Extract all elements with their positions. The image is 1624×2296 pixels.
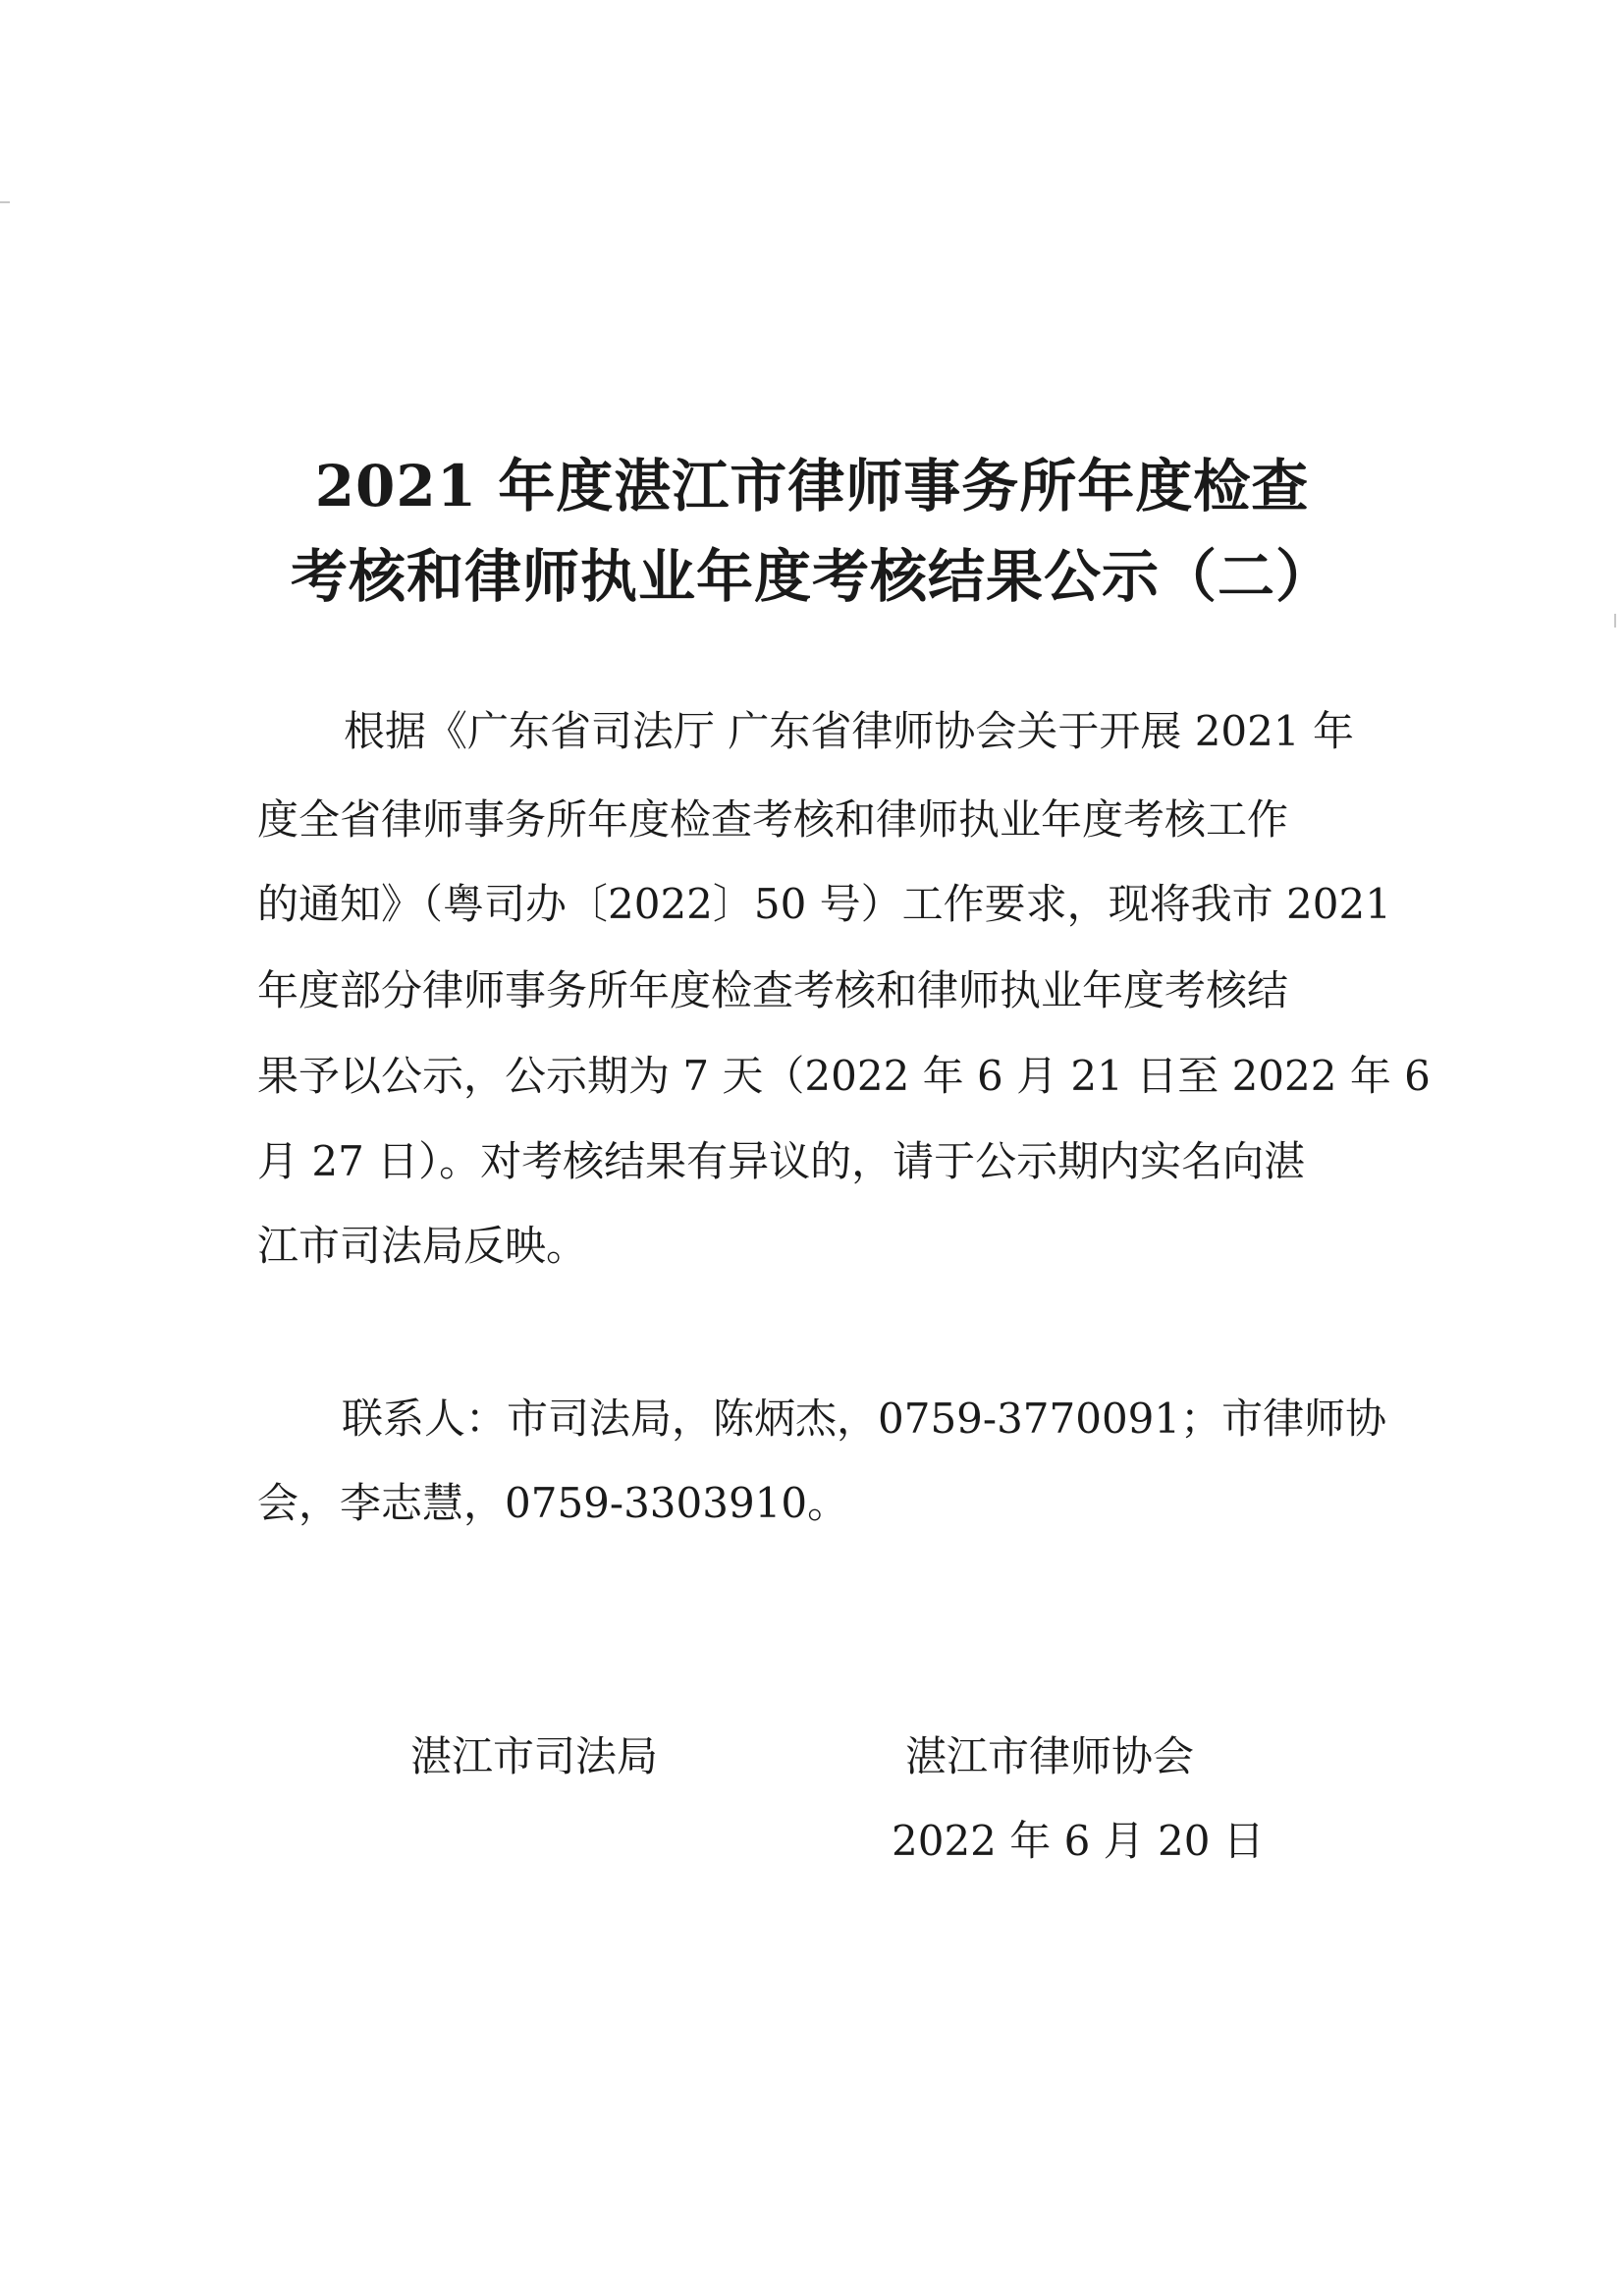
paragraph-line: 果予以公示，公示期为 7 天（2022 年 6 月 21 日至 2022 年 6: [257, 1052, 1431, 1100]
paragraph-line: 度全省律师事务所年度检查考核和律师执业年度考核工作: [257, 795, 1289, 844]
signature-date: 2022 年 6 月 20 日: [892, 1817, 1265, 1865]
paragraph-line: 月 27 日）。对考核结果有异议的，请于公示期内实名向湛: [257, 1137, 1306, 1185]
document-title-line-2: 考核和律师执业年度考核结果公示（二）: [290, 543, 1333, 610]
signature-org-justice-bureau: 湛江市司法局: [410, 1732, 659, 1780]
signature-org-lawyers-association: 湛江市律师协会: [905, 1732, 1195, 1780]
contact-line: 会，李志慧，0759-3303910。: [257, 1479, 849, 1527]
scan-edge-mark: [0, 201, 10, 203]
contact-line: 联系人：市司法局，陈炳杰，0759-3770091；市律师协: [342, 1394, 1387, 1443]
paragraph-line: 江市司法局反映。: [257, 1222, 588, 1270]
scan-edge-mark: [1614, 614, 1616, 628]
paragraph-line: 的通知》（粤司办〔2022〕50 号）工作要求，现将我市 2021: [257, 880, 1391, 928]
paragraph-line: 年度部分律师事务所年度检查考核和律师执业年度考核结: [257, 966, 1289, 1014]
paragraph-line: 根据《广东省司法厅 广东省律师协会关于开展 2021 年: [344, 707, 1354, 755]
document-title-line-1: 2021 年度湛江市律师事务所年度检查: [314, 453, 1310, 519]
